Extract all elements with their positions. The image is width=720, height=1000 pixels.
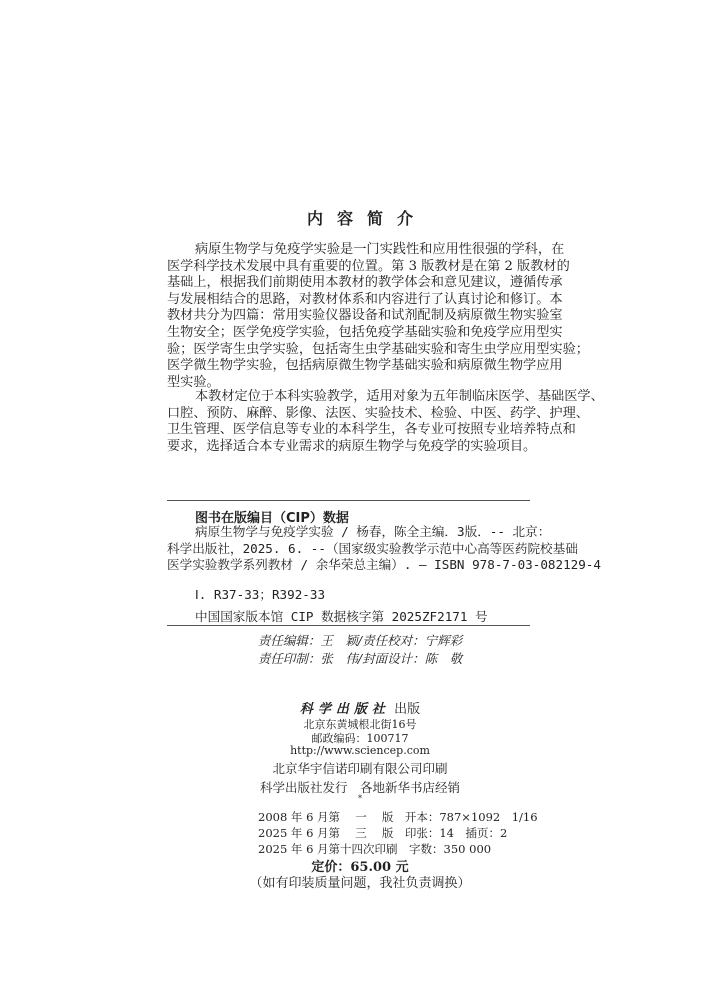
divider (167, 500, 530, 501)
cip-record (167, 524, 601, 574)
text-line: 与发展相结合的思路，对教材体系和内容进行了认真讨论和修订。本 (167, 291, 563, 307)
printer: 北京华宇信诺印刷有限公司印刷 (272, 761, 448, 776)
text-line: 本教材定位于本科实验教学，适用对象为五年制临床医学、基础医学、 (195, 389, 604, 404)
text-line: 口腔、预防、麻醉、影像、法医、实验技术、检验、中医、药学、护理、 (167, 405, 589, 421)
printing-line: 2025 年 6 月第十四次印刷 字数：350 000 (258, 842, 492, 856)
publisher-line (0, 698, 720, 717)
price: 定价：65.00 元 (311, 860, 409, 875)
summary-paragraph-1 (167, 242, 589, 391)
text-line: 医学微生物学实验，包括病原微生物学基础实验和病原微生物学应用 (167, 358, 563, 374)
text-line: 基础上，根据我们前期使用本教材的教学体会和意见建议，遵循传承 (167, 275, 563, 291)
text-line: 型实验。 (167, 374, 220, 390)
text-line: 验；医学寄生虫学实验，包括寄生虫学基础实验和寄生虫学应用型实验； (167, 341, 589, 357)
divider (167, 625, 530, 626)
edition-line-2: 2025 年 6 月第 三 版 印张：14 插页：2 (258, 826, 508, 840)
text-line: 病原生物学与免疫学实验是一门实践性和应用性很强的学科，在 (195, 242, 565, 257)
text-line: 生物安全；医学免疫学实验，包括免疫学基础实验和免疫学应用型实 (167, 324, 563, 340)
quality-notice: （如有印装质量问题，我社负责调换） (249, 876, 471, 891)
text-line: 病原生物学与免疫学实验 / 杨春，陈全主编．3版．-- 北京： (195, 524, 551, 539)
text-line: 要求，选择适合本专业需求的病原生物学与免疫学的实验项目。 (167, 438, 537, 454)
text-line: 卫生管理、医学信息等专业的本科学生，各专业可按照专业培养特点和 (167, 422, 576, 438)
publisher-logo: 科学出版社 (299, 702, 390, 717)
text-line: 医学科学技术发展中具有重要的位置。第 3 版教材是在第 2 版教材的 (167, 258, 570, 274)
production-credits: 责任印制：张 伟/封面设计：陈 敬 (257, 651, 463, 666)
cip-classification: Ⅰ. R37-33；R392-33 (195, 587, 326, 602)
summary-paragraph-2 (167, 389, 604, 455)
text-line: 科学出版社，2025. 6. --（国家级实验教学示范中心高等医药院校基础 (167, 540, 578, 556)
separator: * (358, 794, 362, 803)
publish-suffix: 出版 (394, 702, 421, 717)
edition-line-1: 2008 年 6 月第 一 版 开本：787×1092 1/16 (258, 810, 538, 824)
publisher-url: http://www.sciencep.com (290, 744, 430, 757)
text-line: 医学实验教学系列教材 / 余华荣总主编）. — ISBN 978-7-03-082129-4 (167, 557, 601, 572)
cip-heading: 图书在版编目（CIP）数据 (195, 511, 349, 526)
distribution: 科学出版社发行 各地新华书店经销 (259, 780, 460, 795)
text-line: 教材共分为四篇：常用实验仪器设备和试剂配制及病原微生物实验室 (167, 308, 563, 324)
section-title: 内容简介 (306, 209, 427, 228)
cip-verification: 中国国家版本馆 CIP 数据核字第 2025ZF2171 号 (195, 609, 488, 624)
publisher-postcode: 邮政编码：100717 (311, 732, 409, 745)
editor-credits: 责任编辑：王 颖/责任校对：宁辉彩 (257, 633, 463, 648)
publisher-address: 北京东黄城根北街16号 (303, 718, 417, 731)
